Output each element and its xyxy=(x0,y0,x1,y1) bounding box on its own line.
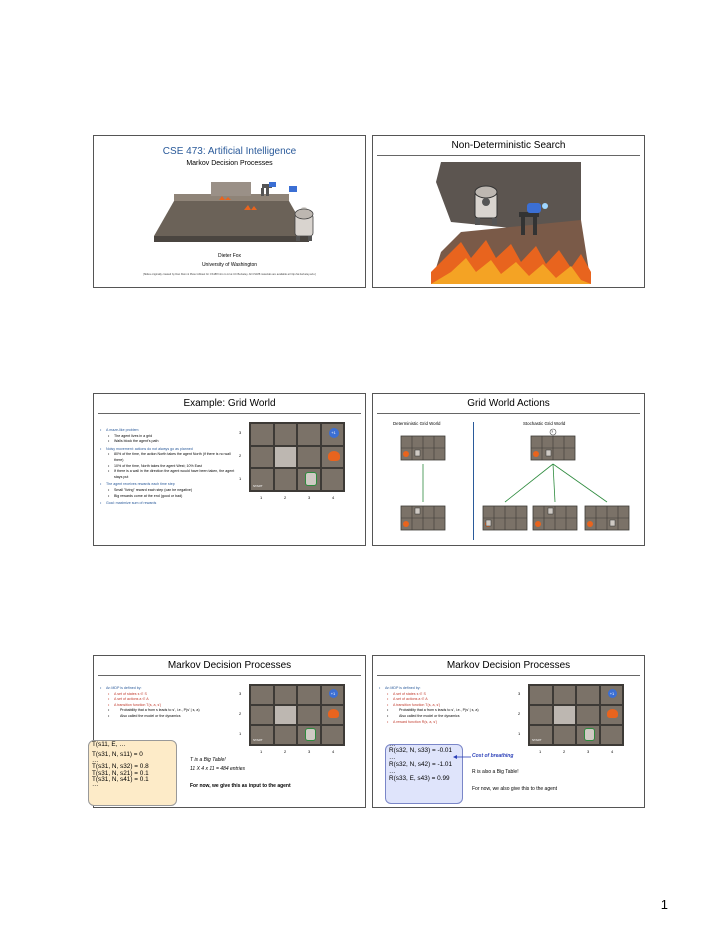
input-note: For now, we give this as input to the agent xyxy=(190,783,291,789)
slide-title-heading: Example: Grid World xyxy=(183,398,276,409)
grid-world xyxy=(249,684,345,746)
grid-cell xyxy=(530,686,552,704)
grid-cell xyxy=(554,686,576,704)
table-line: T(s31, N, s32) = 0.8 xyxy=(92,763,149,770)
grid-world-figure xyxy=(239,684,359,764)
start-label: START xyxy=(253,738,263,742)
slide-author: Dieter Fox xyxy=(217,253,242,259)
bullet-item: • Noisy movement: actions do not always go as planned xyxy=(100,447,240,453)
col-label: 2 xyxy=(563,749,566,754)
grid-cell xyxy=(298,424,320,445)
grid-cell-goal xyxy=(601,686,623,704)
cost-arrow-icon xyxy=(453,754,471,760)
col-label: 2 xyxy=(284,495,287,500)
grid-cell xyxy=(298,726,320,744)
slide-title-heading: Markov Decision Processes xyxy=(446,660,571,671)
bullet-item: • A set of actions a ∈ A xyxy=(379,697,519,703)
bullet-item: • Goal: maximize sum of rewards xyxy=(100,501,240,507)
bullet-list xyxy=(379,686,519,725)
reward-table xyxy=(389,743,452,783)
title-divider xyxy=(98,675,361,676)
bullet-item: • The agent lives in a grid xyxy=(100,434,240,440)
grid-cell xyxy=(298,469,320,490)
table-line: T(s31, N, s11) = 0 xyxy=(92,751,143,758)
question-mark: ? xyxy=(551,429,554,434)
col-label: 1 xyxy=(260,495,263,500)
bullet-item: • A reward function R(s, a, s') xyxy=(379,720,519,726)
actions-diagram xyxy=(373,428,646,543)
bullet-item: • Also called the model or the dynamics xyxy=(100,714,240,720)
slide-mdp-transition xyxy=(93,655,366,808)
row-label: 3 xyxy=(518,691,521,696)
bullet-item: • Small "living" reward each step (can be negative) xyxy=(100,488,240,494)
grid-cell-start xyxy=(251,469,273,490)
transition-table xyxy=(92,741,149,787)
row-label: 1 xyxy=(239,731,242,736)
slide-title-heading: Non-Deterministic Search xyxy=(451,140,566,151)
row-label: 2 xyxy=(239,711,242,716)
row-label: 3 xyxy=(239,430,242,435)
grid-cell-goal xyxy=(322,686,344,704)
grid-cell xyxy=(322,469,344,490)
col-label: 4 xyxy=(611,749,614,754)
col-label: 1 xyxy=(539,749,542,754)
grid-cell xyxy=(322,726,344,744)
bullet-item: • The agent receives rewards each time step xyxy=(100,482,240,488)
goal-diamond-icon: +1 xyxy=(329,689,338,698)
grid-cell xyxy=(577,686,599,704)
bullet-item: • A set of states s ∈ S xyxy=(100,692,240,698)
row-label: 1 xyxy=(518,731,521,736)
grid-world-figure xyxy=(239,422,359,502)
deterministic-label: Deterministic Grid World xyxy=(393,421,441,426)
grid-cell xyxy=(275,469,297,490)
grid-cell-start xyxy=(251,726,273,744)
slide-title-heading: Markov Decision Processes xyxy=(167,660,292,671)
row-label: 3 xyxy=(239,691,242,696)
grid-cell-fire xyxy=(601,706,623,724)
grid-cell-start xyxy=(530,726,552,744)
grid-cell xyxy=(554,726,576,744)
slide-grid-world-actions xyxy=(372,393,645,546)
fire-icon xyxy=(328,451,340,461)
slide-grid-world-example xyxy=(93,393,366,546)
bullet-item: • If there is a wall in the direction the agent would have been taken, the agent stays put xyxy=(100,469,240,480)
bullet-item: • Probability that a from s leads to s', i.e., P(s' | s, a) xyxy=(100,708,240,714)
grid-cell-fire xyxy=(322,447,344,468)
bullet-list xyxy=(100,686,240,720)
bullet-list xyxy=(100,428,240,507)
grid-cell xyxy=(251,447,273,468)
grid-cell xyxy=(275,686,297,704)
grid-cell-wall xyxy=(554,706,576,724)
bullet-item: • A set of states s ∈ S xyxy=(379,692,519,698)
reward-input-note: For now, we also give this to the agent xyxy=(472,786,558,792)
fire-icon xyxy=(328,709,339,718)
row-label: 2 xyxy=(239,453,242,458)
bullet-item: • A transition function T(s, a, s') xyxy=(379,703,519,709)
bullet-item: • A transition function T(s, a, s') xyxy=(100,703,240,709)
page-number: 1 xyxy=(660,897,668,912)
slide-mdp-reward xyxy=(372,655,645,808)
table-line: … xyxy=(389,741,396,748)
slide-title xyxy=(93,135,366,288)
bullet-item: • A maze-like problem xyxy=(100,428,240,434)
col-label: 3 xyxy=(308,495,311,500)
stochastic-label: Stochastic Grid World xyxy=(523,421,566,426)
col-label: 3 xyxy=(587,749,590,754)
grid-cell xyxy=(577,706,599,724)
grid-cell xyxy=(251,706,273,724)
table-line: R(s33, E, s43) = 0.99 xyxy=(389,775,450,782)
goal-diamond-icon: +1 xyxy=(608,689,617,698)
grid-cell-goal xyxy=(322,424,344,445)
title-divider xyxy=(377,675,640,676)
slide-title-heading: CSE 473: Artificial Intelligence xyxy=(162,146,297,157)
bullet-item: • Walls block the agent's path xyxy=(100,439,240,445)
robot-cliff-illustration xyxy=(431,162,591,284)
bullet-item: • 10% of the time, North takes the agent West; 10% East xyxy=(100,464,240,470)
table-line: T(s31, N, s21) = 0.1 xyxy=(92,770,149,777)
title-divider xyxy=(98,413,361,414)
col-label: 4 xyxy=(332,495,335,500)
robot-icon xyxy=(584,728,595,741)
grid-world-figure xyxy=(518,684,638,764)
start-label: START xyxy=(532,738,542,742)
table-line: T(s31, N, s41) = 0.1 xyxy=(92,776,149,783)
grid-cell xyxy=(298,706,320,724)
bullet-item: • An MDP is defined by: xyxy=(379,686,519,692)
bullet-item: • 80% of the time, the action North takes the agent North (if there is no wall there) xyxy=(100,452,240,463)
title-divider xyxy=(377,413,640,414)
table-line: R(s32, N, s33) = -0.01 xyxy=(389,747,453,754)
fire-icon xyxy=(607,709,618,718)
table-note: T is a Big Table! xyxy=(190,757,226,763)
grid-cell xyxy=(275,726,297,744)
grid-cell-wall xyxy=(275,447,297,468)
grid-world xyxy=(249,422,345,492)
goal-diamond-icon: +1 xyxy=(329,428,339,438)
bullet-item: • Also called the model or the dynamics xyxy=(379,714,519,720)
grid-world xyxy=(528,684,624,746)
grid-cell-wall xyxy=(275,706,297,724)
table-line: … xyxy=(389,754,396,761)
table-line: … xyxy=(92,757,99,764)
col-label: 4 xyxy=(332,749,335,754)
reward-table-note: R is also a Big Table! xyxy=(472,769,519,775)
title-divider xyxy=(377,155,640,156)
slide-title-heading: Grid World Actions xyxy=(467,398,550,409)
slide-non-deterministic-search xyxy=(372,135,645,288)
grid-cell xyxy=(298,447,320,468)
table-line: … xyxy=(389,768,396,775)
entries-note: 11 X 4 x 11 = 484 entries xyxy=(190,766,245,772)
grid-cell xyxy=(251,686,273,704)
bullet-item: • Probability that a from s leads to s', i.e., P(s' | s, a) xyxy=(379,708,519,714)
col-label: 3 xyxy=(308,749,311,754)
robot-icon xyxy=(305,728,316,741)
grid-cell xyxy=(530,706,552,724)
slide-affiliation: University of Washington xyxy=(201,262,258,268)
grid-cell xyxy=(298,686,320,704)
robot-grid-illustration xyxy=(149,176,314,244)
row-label: 1 xyxy=(239,476,242,481)
grid-cell xyxy=(577,726,599,744)
col-label: 1 xyxy=(260,749,263,754)
grid-cell-fire xyxy=(322,706,344,724)
bullet-item: • Big rewards come at the end (good or bad) xyxy=(100,494,240,500)
grid-cell xyxy=(251,424,273,445)
table-line: T(s11, E, … xyxy=(92,741,126,748)
table-line: … xyxy=(92,781,99,788)
slide-subtitle: Markov Decision Processes xyxy=(186,160,273,167)
bullet-item: • An MDP is defined by: xyxy=(100,686,240,692)
grid-cell xyxy=(275,424,297,445)
slide-credit: [Slides originally created by Dan Klein & Pieter Abbeel for CS188 Intro to AI at UC Berkeley. All CS188 materials are available at http://ai.berkeley.edu.] xyxy=(143,273,316,276)
cost-of-breathing-label: Cost of breathing xyxy=(472,753,514,759)
grid-cell xyxy=(601,726,623,744)
row-label: 2 xyxy=(518,711,521,716)
table-line: R(s32, N, s42) = -1.01 xyxy=(389,761,453,768)
start-label: START xyxy=(253,483,263,488)
bullet-item: • A set of actions a ∈ A xyxy=(100,697,240,703)
robot-icon xyxy=(305,472,317,486)
col-label: 2 xyxy=(284,749,287,754)
